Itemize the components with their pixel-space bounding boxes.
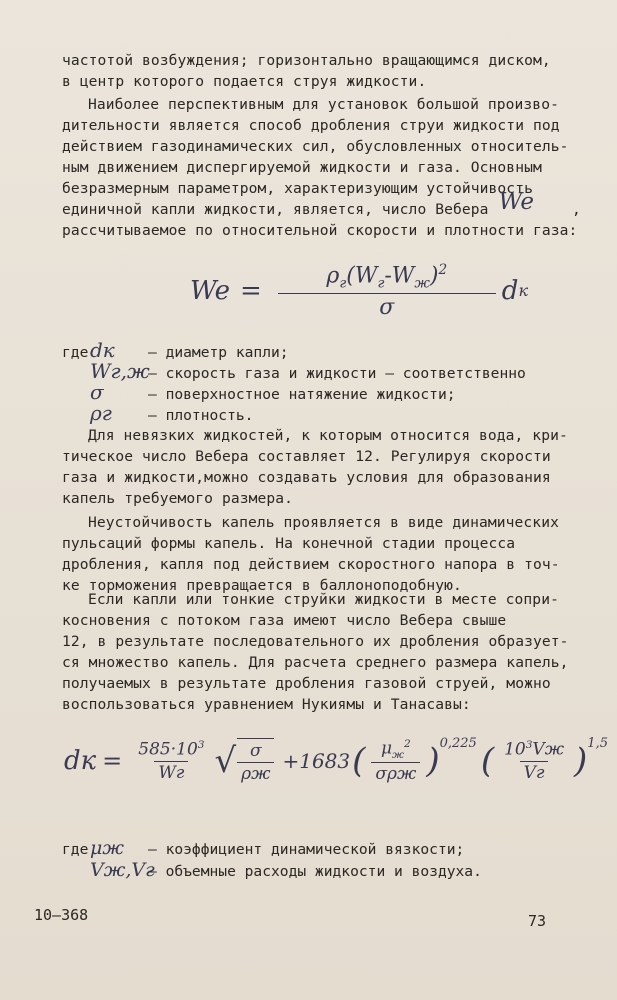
- weber-formula: We = $\frac{\rho_г(W_г-W_ж)^2}{\sigma}$ d к: [190, 262, 529, 320]
- weber-symbol: We: [498, 189, 535, 215]
- text-line: капель требуемого размера.: [62, 490, 294, 507]
- formula-lhs: We: [190, 275, 230, 306]
- definition-surface-tension: σ – поверхностное натяжение жидкости;: [90, 380, 456, 404]
- text-line: частотой возбуждения; горизонтально вращающимся диском,: [62, 52, 551, 69]
- text-line: рассчитываемое по относительной скорости и плотности газа:: [62, 222, 578, 239]
- definition-viscosity: гдеμж – коэффициент динамической вязкости;: [62, 837, 465, 859]
- text-line: газа и жидкости,можно создавать условия для образования: [62, 469, 551, 486]
- text-line: Если капли или тонкие струйки жидкости в месте сопри-: [88, 591, 559, 608]
- signature-mark: 10–368: [34, 906, 89, 924]
- page-number: 73: [528, 912, 547, 930]
- definition-flow-rates: Vж,Vг– объемные расходы жидкости и воздуха.: [90, 859, 482, 881]
- text-line: Наиболее перспективным для установок большой произво-: [88, 96, 559, 113]
- text-line: косновения с потоком газа имеют число Вебера свыше: [62, 612, 507, 629]
- text-line: тическое число Вебера составляет 12. Регулируя скорости: [62, 448, 551, 465]
- paragraph-critical-weber: [62, 425, 592, 509]
- text-line: единичной капли жидкости, является, число Вебера We ,: [62, 189, 581, 218]
- paragraph-weber-intro: [62, 94, 592, 241]
- paragraph-instability: [62, 512, 592, 596]
- definition-density: ρг – плотность.: [90, 401, 254, 425]
- nukiyama-formula: dк = $\frac{585\cdot 10^3}{Wг}$ √ $\frac{\sigma}{\rho ж}$ +1683 ( $\frac{\mu_ж^2}{\text{σρж}}$ ) $^{0,225}$ ( $\frac{10^3Vж}{Vг}$ ) $^{1,5}$: [64, 735, 608, 785]
- text-line: воспользоваться уравнением Нукиямы и Танасавы:: [62, 696, 471, 713]
- symbol-w: Wг,ж: [90, 359, 150, 383]
- text-line: получаемых в результате дробления газовой струей, можно: [62, 675, 551, 692]
- symbol-dk: dк: [90, 338, 115, 362]
- text-line: Для невязких жидкостей, к которым относится вода, кри-: [88, 427, 568, 444]
- text-line: безразмерным параметром, характеризующим устойчивость: [62, 180, 533, 197]
- formula-lhs: dк: [64, 746, 97, 777]
- symbol-v: Vж,Vг: [90, 859, 155, 881]
- text-line: 12, в результате последовательного их дробления образует-: [62, 633, 569, 650]
- definition-diameter: гдеdк – диаметр капли;: [62, 338, 289, 362]
- text-line: ке торможения превращается в баллоноподобную.: [62, 577, 462, 594]
- text-line: дительности является способ дробления струи жидкости под: [62, 117, 560, 134]
- text-line: Неустойчивость капель проявляется в виде динамических: [88, 514, 559, 531]
- symbol-mu: μж: [90, 837, 124, 859]
- text-line: дробления, капля под действием скоростного напора в точ-: [62, 556, 560, 573]
- formula-fraction: $\frac{\rho_г(W_г-W_ж)^2}{\sigma}$: [278, 262, 496, 320]
- text-line: в центр которого подается струя жидкости.: [62, 73, 427, 90]
- paragraph-nukiyama: [62, 589, 592, 715]
- text-line: ным движением диспергируемой жидкости и газа. Основным: [62, 159, 542, 176]
- symbol-sigma: σ: [90, 380, 104, 404]
- symbol-rho: ρг: [90, 401, 112, 425]
- text-line: ся множество капель. Для расчета среднего размера капель,: [62, 654, 569, 671]
- text-line: действием газодинамических сил, обусловленных относитель-: [62, 138, 569, 155]
- paragraph-continued: [62, 50, 592, 92]
- definition-velocity: Wг,ж– скорость газа и жидкости – соответственно: [90, 359, 526, 383]
- text-line: пульсаций формы капель. На конечной стадии процесса: [62, 535, 516, 552]
